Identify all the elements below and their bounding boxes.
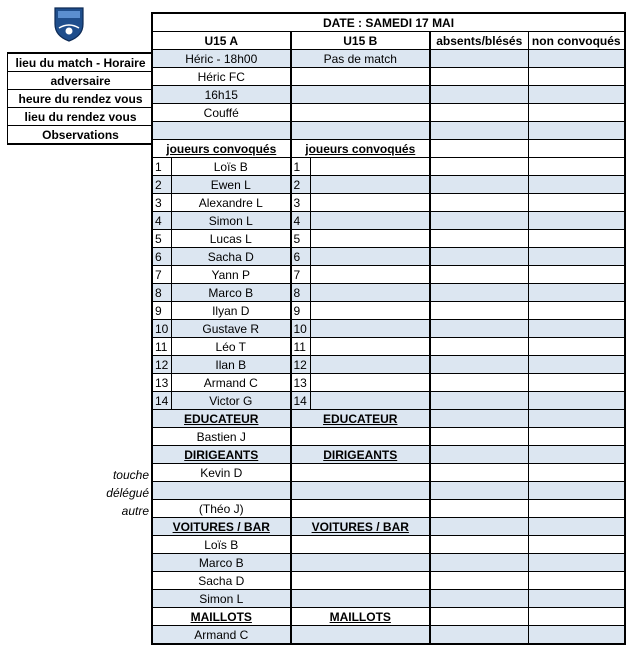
player-number-a: 5 — [152, 230, 172, 248]
player-name-b — [310, 158, 430, 176]
absents-cell — [430, 392, 528, 410]
column-u15a: U15 A — [152, 32, 291, 50]
absents-cell — [430, 212, 528, 230]
absents-cell — [430, 230, 528, 248]
absents-cell — [430, 158, 528, 176]
non-convoques-cell — [528, 320, 625, 338]
player-name-b — [310, 392, 430, 410]
player-row — [152, 248, 625, 266]
non-convoques-cell — [528, 176, 625, 194]
label-observations: Observations — [8, 126, 154, 145]
player-name-a: Loïs B — [172, 158, 291, 176]
player-name-b — [310, 302, 430, 320]
player-name-a: Ewen L — [172, 176, 291, 194]
u15b-voiture — [291, 590, 431, 608]
u15b-voitures-header: VOITURES / BAR — [291, 518, 431, 536]
player-number-a: 3 — [152, 194, 172, 212]
player-number-b: 10 — [291, 320, 311, 338]
non-convoques-cell — [528, 284, 625, 302]
player-name-b — [310, 194, 430, 212]
player-row — [152, 230, 625, 248]
u15a-voiture: Simon L — [152, 590, 291, 608]
player-row — [152, 320, 625, 338]
u15a-voiture: Loïs B — [152, 536, 291, 554]
non-convoques-cell — [528, 374, 625, 392]
u15a-dirigeant-autre: (Théo J) — [152, 500, 291, 518]
player-row — [152, 176, 625, 194]
u15b-dirigeant-autre — [291, 500, 431, 518]
player-number-b: 2 — [291, 176, 311, 194]
u15b-observations — [291, 122, 431, 140]
label-lieu-match: lieu du match - Horaire — [8, 53, 154, 72]
player-row — [152, 356, 625, 374]
u15b-dirigeant-delegue — [291, 482, 431, 500]
non-convoques-cell — [528, 266, 625, 284]
u15a-convoques-header: joueurs convoqués — [152, 140, 291, 158]
date-title: DATE : SAMEDI 17 MAI — [152, 13, 625, 32]
non-convoques-cell — [528, 194, 625, 212]
player-row — [152, 338, 625, 356]
player-name-b — [310, 248, 430, 266]
player-row — [152, 158, 625, 176]
player-number-a: 13 — [152, 374, 172, 392]
player-row — [152, 212, 625, 230]
player-name-b — [310, 230, 430, 248]
u15a-lieu-rdv: Couffé — [152, 104, 291, 122]
non-convoques-cell — [528, 158, 625, 176]
player-number-a: 10 — [152, 320, 172, 338]
player-number-b: 6 — [291, 248, 311, 266]
player-name-b — [310, 284, 430, 302]
player-row — [152, 266, 625, 284]
absents-cell — [430, 248, 528, 266]
player-number-b: 1 — [291, 158, 311, 176]
non-convoques-cell — [528, 248, 625, 266]
player-row — [152, 194, 625, 212]
player-number-a: 11 — [152, 338, 172, 356]
label-heure-rdv: heure du rendez vous — [8, 90, 154, 108]
player-number-b: 13 — [291, 374, 311, 392]
u15a-voitures-header: VOITURES / BAR — [152, 518, 291, 536]
club-crest-logo — [53, 4, 85, 42]
absents-cell — [430, 356, 528, 374]
player-name-a: Ilan B — [172, 356, 291, 374]
player-row — [152, 374, 625, 392]
u15b-dirigeants-header: DIRIGEANTS — [291, 446, 431, 464]
u15a-educateur-header: EDUCATEUR — [152, 410, 291, 428]
u15b-lieu-rdv — [291, 104, 431, 122]
label-lieu-rdv: lieu du rendez vous — [8, 108, 154, 126]
player-number-b: 14 — [291, 392, 311, 410]
u15b-educateur — [291, 428, 431, 446]
non-convoques-cell — [528, 392, 625, 410]
absents-cell — [430, 338, 528, 356]
player-number-b: 4 — [291, 212, 311, 230]
player-number-a: 7 — [152, 266, 172, 284]
u15a-heure-rdv: 16h15 — [152, 86, 291, 104]
player-number-a: 4 — [152, 212, 172, 230]
match-info-labels — [7, 52, 153, 145]
non-convoques-cell — [528, 356, 625, 374]
u15a-dirigeants-header: DIRIGEANTS — [152, 446, 291, 464]
player-name-b — [310, 356, 430, 374]
non-convoques-cell — [528, 212, 625, 230]
player-number-b: 3 — [291, 194, 311, 212]
u15a-lieu: Héric - 18h00 — [152, 50, 291, 68]
player-name-b — [310, 320, 430, 338]
role-autre: autre — [121, 504, 149, 518]
player-name-a: Lucas L — [172, 230, 291, 248]
player-name-b — [310, 176, 430, 194]
u15b-dirigeant-touche — [291, 464, 431, 482]
player-name-a: Léo T — [172, 338, 291, 356]
u15b-adversaire — [291, 68, 431, 86]
player-name-b — [310, 338, 430, 356]
absents-cell — [430, 194, 528, 212]
player-name-a: Gustave R — [172, 320, 291, 338]
absents-cell — [430, 266, 528, 284]
player-number-a: 1 — [152, 158, 172, 176]
absents-cell — [430, 374, 528, 392]
player-name-a: Sacha D — [172, 248, 291, 266]
column-non-convoques: non convoqués — [528, 32, 625, 50]
player-row — [152, 284, 625, 302]
player-name-a: Simon L — [172, 212, 291, 230]
absents-cell — [430, 176, 528, 194]
u15a-dirigeant-delegue — [152, 482, 291, 500]
u15b-maillots — [291, 626, 431, 645]
u15b-lieu: Pas de match — [291, 50, 431, 68]
u15a-voiture: Marco B — [152, 554, 291, 572]
u15b-convoques-header: joueurs convoqués — [291, 140, 431, 158]
u15b-maillots-header: MAILLOTS — [291, 608, 431, 626]
player-name-b — [310, 374, 430, 392]
u15b-voiture — [291, 536, 431, 554]
convocation-sheet — [151, 12, 626, 645]
non-convoques-cell — [528, 230, 625, 248]
player-name-a: Ilyan D — [172, 302, 291, 320]
role-touche: touche — [112, 468, 149, 482]
player-number-b: 9 — [291, 302, 311, 320]
player-number-a: 8 — [152, 284, 172, 302]
absents-cell — [430, 320, 528, 338]
absents-cell — [430, 302, 528, 320]
u15b-heure-rdv — [291, 86, 431, 104]
label-adversaire: adversaire — [8, 72, 154, 90]
u15b-voiture — [291, 554, 431, 572]
u15a-dirigeant-touche: Kevin D — [152, 464, 291, 482]
role-delegue: délégué — [106, 486, 149, 500]
player-number-a: 6 — [152, 248, 172, 266]
player-number-b: 5 — [291, 230, 311, 248]
u15b-voiture — [291, 572, 431, 590]
player-row — [152, 392, 625, 410]
player-number-b: 7 — [291, 266, 311, 284]
non-convoques-cell — [528, 302, 625, 320]
player-number-a: 14 — [152, 392, 172, 410]
u15a-observations — [152, 122, 291, 140]
player-name-a: Victor G — [172, 392, 291, 410]
player-number-a: 2 — [152, 176, 172, 194]
player-row — [152, 302, 625, 320]
non-convoques-cell — [528, 338, 625, 356]
player-name-a: Yann P — [172, 266, 291, 284]
absents-cell — [430, 284, 528, 302]
player-number-b: 11 — [291, 338, 311, 356]
player-name-b — [310, 266, 430, 284]
u15a-voiture: Sacha D — [152, 572, 291, 590]
u15a-adversaire: Héric FC — [152, 68, 291, 86]
player-name-b — [310, 212, 430, 230]
column-absents: absents/blésés — [430, 32, 528, 50]
column-u15b: U15 B — [291, 32, 431, 50]
player-name-a: Armand C — [172, 374, 291, 392]
u15b-educateur-header: EDUCATEUR — [291, 410, 431, 428]
u15a-educateur: Bastien J — [152, 428, 291, 446]
u15a-maillots-header: MAILLOTS — [152, 608, 291, 626]
player-name-a: Alexandre L — [172, 194, 291, 212]
player-number-b: 8 — [291, 284, 311, 302]
player-number-b: 12 — [291, 356, 311, 374]
player-number-a: 12 — [152, 356, 172, 374]
player-name-a: Marco B — [172, 284, 291, 302]
player-number-a: 9 — [152, 302, 172, 320]
u15a-maillots: Armand C — [152, 626, 291, 645]
